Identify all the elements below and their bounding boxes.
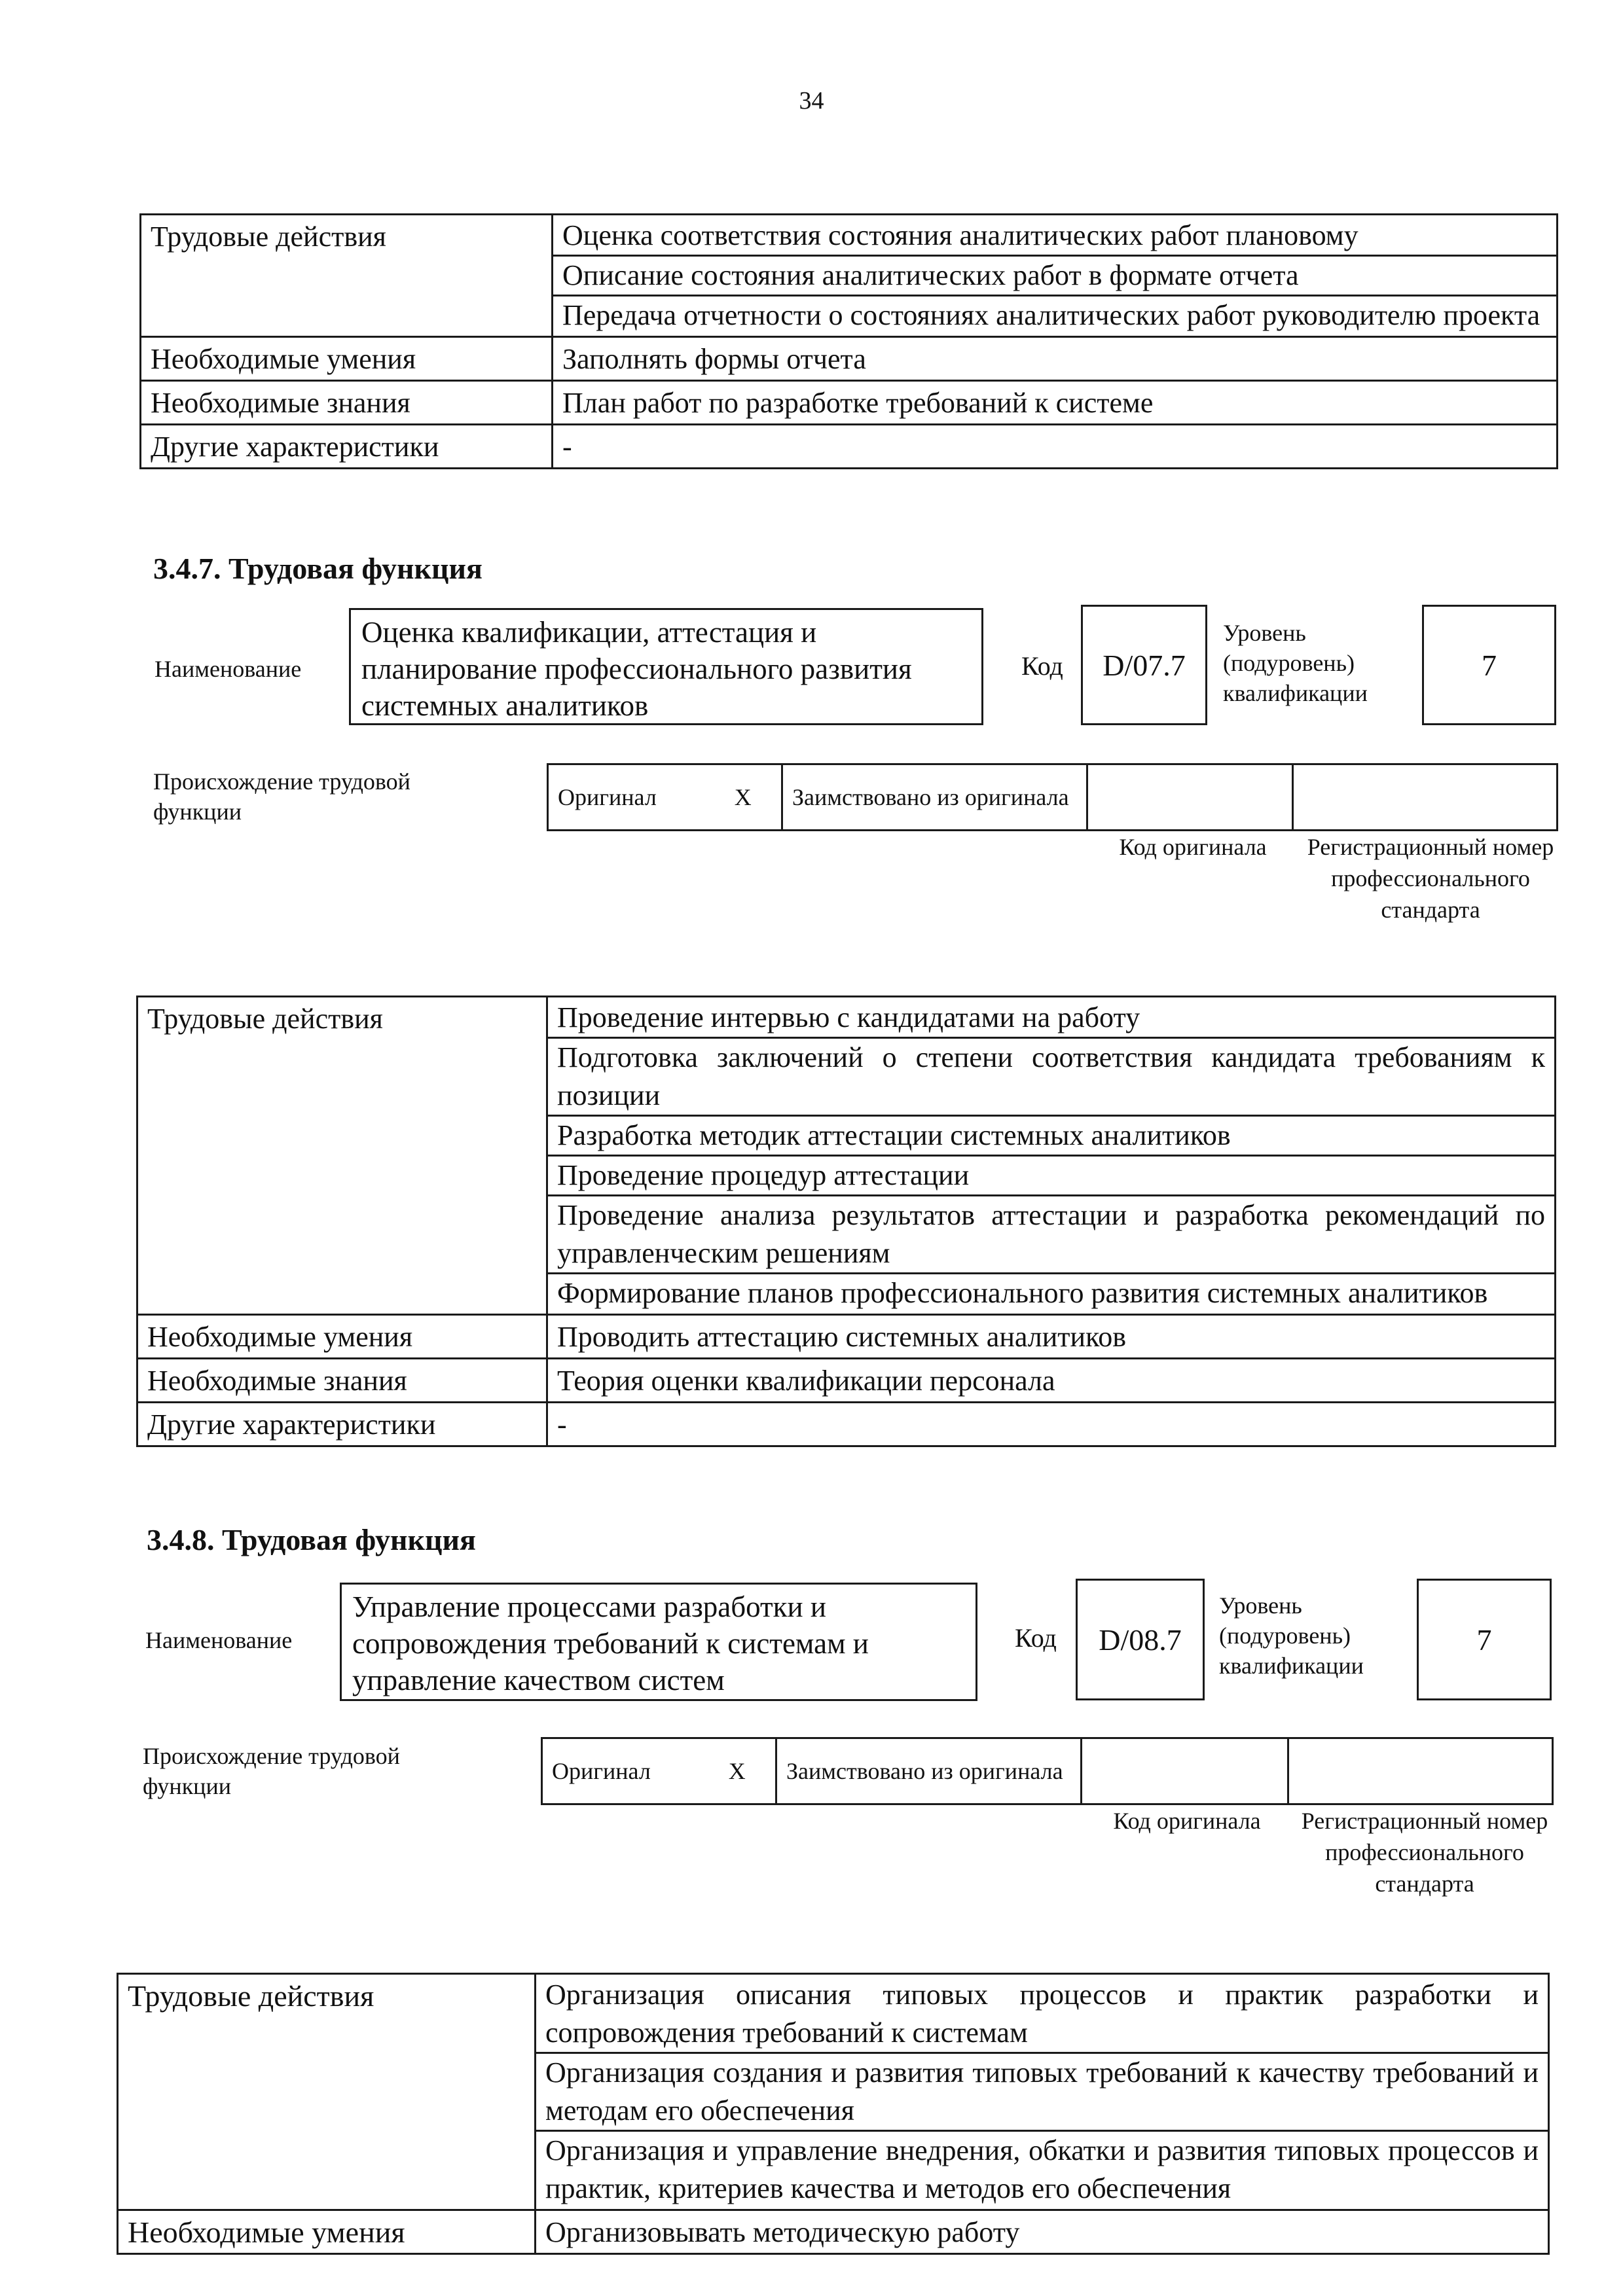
original-mark: X: [699, 1738, 776, 1804]
code-original-cell: [1082, 1738, 1288, 1804]
labor-actions-cell: [553, 215, 1558, 337]
page-number: 34: [799, 87, 824, 115]
original-label: Оригинал: [542, 1738, 699, 1804]
reg-number-caption: Регистрационный номер профессионального стандарта: [1301, 1808, 1548, 1897]
labor-action-item: Оценка соответствия состояния аналитических работ плановому: [553, 217, 1556, 257]
code-original-caption: Код оригинала: [1113, 1808, 1261, 1834]
origin-label: Происхождение трудовой функции: [143, 1743, 400, 1799]
table-row: [141, 215, 1558, 337]
table-348: [117, 1973, 1550, 2255]
code-original-cell: [1087, 764, 1293, 831]
table-row: [137, 1315, 1556, 1359]
labor-action-item: Описание состояния аналитических работ в формате отчета: [553, 257, 1556, 296]
reg-number-caption: Регистрационный номер профессионального стандарта: [1307, 834, 1554, 923]
skills-label: Необходимые умения: [137, 1315, 547, 1359]
table-row: [137, 997, 1556, 1315]
code-label: Код: [1021, 651, 1063, 681]
table-row: [141, 381, 1558, 425]
skills-value: Организовывать методическую работу: [536, 2210, 1549, 2254]
labor-action-item: Передача отчетности о состояниях аналитических работ руководителю проекта: [562, 299, 1541, 331]
table-row: [118, 2210, 1549, 2254]
labor-action-item: Проведение интервью с кандидатами на работу: [548, 999, 1554, 1039]
knowledge-label: Необходимые знания: [141, 381, 553, 425]
function-name-box: Управление процессами разработки и сопровождения требований к системам и управление качеством систем: [340, 1583, 977, 1701]
labor-actions-cell: [547, 997, 1556, 1315]
code-value: D/07.7: [1081, 605, 1207, 725]
skills-value: Заполнять формы отчета: [553, 337, 1558, 381]
table-347: [136, 996, 1556, 1447]
code-label: Код: [1015, 1623, 1057, 1653]
section-heading: 3.4.8. Трудовая функция: [147, 1523, 476, 1556]
table-top: [139, 213, 1558, 469]
knowledge-value: Теория оценки квалификации персонала: [547, 1359, 1556, 1403]
level-label: Уровень (подуровень) квалификации: [1223, 620, 1368, 706]
knowledge-label: Необходимые знания: [137, 1359, 547, 1403]
level-label: Уровень (подуровень) квалификации: [1219, 1592, 1364, 1679]
function-name-box: Оценка квалификации, аттестация и планирование профессионального развития системных аналитиков: [349, 608, 983, 725]
labor-actions-label: Трудовые действия: [118, 1974, 536, 2210]
skills-value: Проводить аттестацию системных аналитиков: [547, 1315, 1556, 1359]
labor-action-item: Проведение анализа результатов аттестации и разработка рекомендаций по управленческим решениям: [548, 1196, 1554, 1274]
labor-action-item: Организация и управление внедрения, обкатки и развития типовых процессов и практик, критериев качества и методов его обеспечения: [545, 2134, 1539, 2204]
original-label: Оригинал: [548, 764, 705, 831]
labor-action-item: Проведение процедур аттестации: [548, 1157, 1554, 1196]
labor-actions-label: Трудовые действия: [137, 997, 547, 1315]
level-value: 7: [1422, 605, 1556, 725]
other-label: Другие характеристики: [137, 1403, 547, 1446]
skills-label: Необходимые умения: [141, 337, 553, 381]
name-label: Наименование: [145, 1627, 293, 1653]
labor-action-item: Разработка методик аттестации системных аналитиков: [548, 1117, 1554, 1157]
table-row: [141, 425, 1558, 469]
other-value: -: [553, 425, 1558, 469]
code-original-caption: Код оригинала: [1119, 834, 1267, 860]
level-value: 7: [1417, 1579, 1552, 1700]
borrowed-label: Заимствовано из оригинала: [782, 764, 1087, 831]
skills-label: Необходимые умения: [118, 2210, 536, 2254]
other-value: -: [547, 1403, 1556, 1446]
name-label: Наименование: [155, 656, 302, 682]
labor-action-item: Формирование планов профессионального развития системных аналитиков: [557, 1277, 1488, 1309]
origin-table: [541, 1737, 1554, 1805]
labor-action-item: Организация создания и развития типовых требований к качеству требований и методам его обеспечения: [536, 2054, 1548, 2132]
table-row: [141, 337, 1558, 381]
origin-table: [547, 763, 1558, 831]
labor-actions-cell: [536, 1974, 1549, 2210]
original-mark: X: [705, 764, 782, 831]
reg-number-cell: [1288, 1738, 1553, 1804]
other-label: Другие характеристики: [141, 425, 553, 469]
table-row: [118, 1974, 1549, 2210]
code-value: D/08.7: [1076, 1579, 1205, 1700]
knowledge-value: План работ по разработке требований к системе: [553, 381, 1558, 425]
borrowed-label: Заимствовано из оригинала: [776, 1738, 1082, 1804]
section-heading: 3.4.7. Трудовая функция: [153, 552, 483, 585]
table-row: [137, 1403, 1556, 1446]
labor-actions-label: Трудовые действия: [141, 215, 553, 337]
origin-label: Происхождение трудовой функции: [153, 768, 410, 825]
labor-action-item: Подготовка заключений о степени соответствия кандидата требованиям к позиции: [548, 1039, 1554, 1117]
reg-number-cell: [1293, 764, 1558, 831]
table-row: [137, 1359, 1556, 1403]
labor-action-item: Организация описания типовых процессов и практик разработки и сопровождения требований к системам: [536, 1976, 1548, 2054]
